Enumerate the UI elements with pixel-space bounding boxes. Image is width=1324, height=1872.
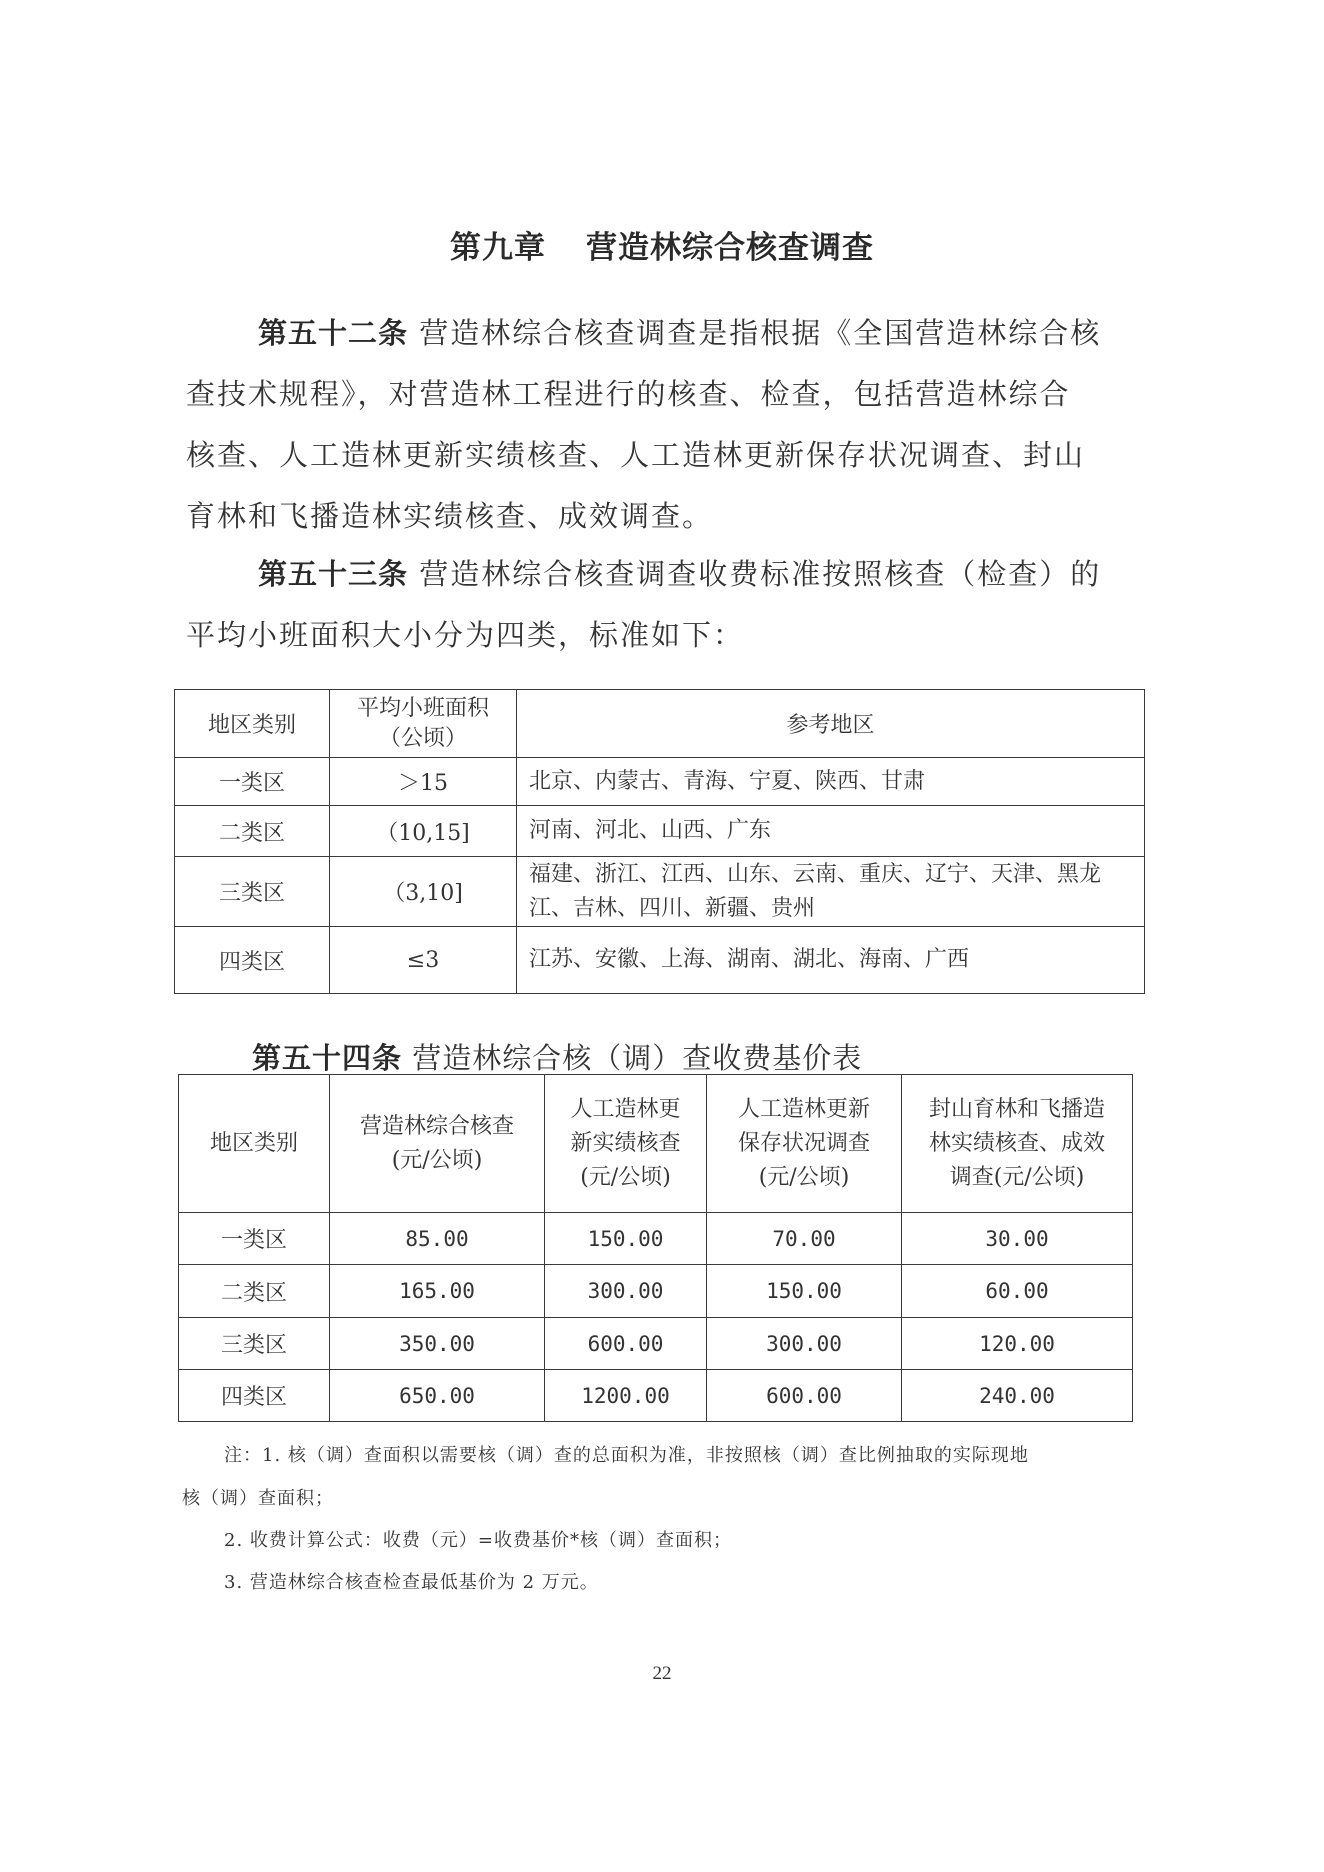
- area-cell: （3,10]: [330, 857, 517, 927]
- article-53-line: 平均小班面积大小分为四类，标准如下：: [186, 618, 745, 652]
- price-cell: 60.00: [902, 1265, 1133, 1318]
- regions-cell: 河南、河北、山西、广东: [517, 806, 1145, 857]
- area-cell: ≤3: [330, 927, 517, 994]
- area-cell: ＞15: [330, 758, 517, 806]
- price-cell: 165.00: [330, 1265, 545, 1318]
- price-cell: 1200.00: [545, 1370, 707, 1422]
- note-2: 2. 收费计算公式：收费（元）=收费基价*核（调）查面积；: [224, 1530, 732, 1551]
- table-row: [175, 927, 1145, 994]
- category-cell: 三类区: [175, 857, 330, 927]
- regions-cell: 北京、内蒙古、青海、宁夏、陕西、甘肃: [517, 758, 1145, 806]
- header-area: 平均小班面积 （公顷）: [330, 690, 517, 758]
- article-52-line: 核查、人工造林更新实绩核查、人工造林更新保存状况调查、封山: [186, 438, 1086, 472]
- category-cell: 一类区: [179, 1213, 330, 1265]
- price-cell: 150.00: [545, 1213, 707, 1265]
- price-cell: 150.00: [707, 1265, 902, 1318]
- note-1: 注：1. 核（调）查面积以需要核（调）查的总面积为准，非按照核（调）查比例抽取的实际现地: [224, 1445, 1029, 1466]
- page-number: 22: [652, 1663, 672, 1684]
- header-category: 地区类别: [179, 1075, 330, 1213]
- price-cell: 120.00: [902, 1318, 1133, 1370]
- price-cell: 300.00: [545, 1265, 707, 1318]
- article-52-lead: 第五十二条: [258, 316, 409, 350]
- table-row: [175, 758, 1145, 806]
- article-53-lead: 第五十三条: [258, 557, 409, 591]
- price-cell: 240.00: [902, 1370, 1133, 1422]
- regions-cell: 江苏、安徽、上海、湖南、湖北、海南、广西: [517, 927, 1145, 994]
- article-53-line: 营造林综合核查调查收费标准按照核查（检查）的: [419, 557, 1102, 591]
- table-row: [175, 857, 1145, 927]
- article-52-line: 育林和飞播造林实绩核查、成效调查。: [186, 499, 714, 533]
- category-cell: 二类区: [179, 1265, 330, 1318]
- article-54-caption: [252, 1036, 862, 1077]
- article-52-line: 查技术规程》，对营造林工程进行的核查、检查，包括营造林综合: [186, 377, 1071, 411]
- area-class-table: [174, 689, 1145, 994]
- base-price-table: [178, 1074, 1133, 1422]
- note-3: 3. 营造林综合核查检查最低基价为 2 万元。: [224, 1572, 599, 1593]
- regions-cell: 福建、浙江、江西、山东、云南、重庆、辽宁、天津、黑龙江、吉林、四川、新疆、贵州: [517, 857, 1145, 927]
- table-row: [179, 1370, 1133, 1422]
- category-cell: 四类区: [175, 927, 330, 994]
- header-category: 地区类别: [175, 690, 330, 758]
- header-regions: 参考地区: [517, 690, 1145, 758]
- article-54-lead: 第五十四条: [252, 1041, 403, 1075]
- table-row: [179, 1213, 1133, 1265]
- chapter-title: [0, 222, 1324, 267]
- price-cell: 600.00: [545, 1318, 707, 1370]
- article-52-line: 营造林综合核查调查是指根据《全国营造林综合核: [419, 316, 1102, 350]
- article-53: [186, 544, 1136, 666]
- chapter-number: 第九章: [450, 230, 546, 266]
- article-52: [186, 303, 1136, 547]
- article-54-text: 营造林综合核（调）查收费基价表: [412, 1041, 863, 1075]
- table-row: [175, 806, 1145, 857]
- note-1-continued: 核（调）查面积；: [182, 1488, 334, 1509]
- header-comprehensive: 营造林综合核查 (元/公顷): [330, 1075, 545, 1213]
- chapter-name: 营造林综合核查调查: [586, 230, 874, 266]
- table-row: [179, 1265, 1133, 1318]
- header-renewal-preservation: 人工造林更新 保存状况调查 (元/公顷): [707, 1075, 902, 1213]
- table-row: [179, 1318, 1133, 1370]
- price-cell: 30.00: [902, 1213, 1133, 1265]
- category-cell: 二类区: [175, 806, 330, 857]
- price-cell: 300.00: [707, 1318, 902, 1370]
- category-cell: 一类区: [175, 758, 330, 806]
- header-renewal-performance: 人工造林更 新实绩核查 (元/公顷): [545, 1075, 707, 1213]
- price-cell: 70.00: [707, 1213, 902, 1265]
- price-cell: 350.00: [330, 1318, 545, 1370]
- price-cell: 600.00: [707, 1370, 902, 1422]
- table-header-row: [179, 1075, 1133, 1213]
- category-cell: 三类区: [179, 1318, 330, 1370]
- area-cell: （10,15]: [330, 806, 517, 857]
- category-cell: 四类区: [179, 1370, 330, 1422]
- table-header-row: [175, 690, 1145, 758]
- header-closure-aerial: 封山育林和飞播造 林实绩核查、成效 调查(元/公顷): [902, 1075, 1133, 1213]
- price-cell: 85.00: [330, 1213, 545, 1265]
- price-cell: 650.00: [330, 1370, 545, 1422]
